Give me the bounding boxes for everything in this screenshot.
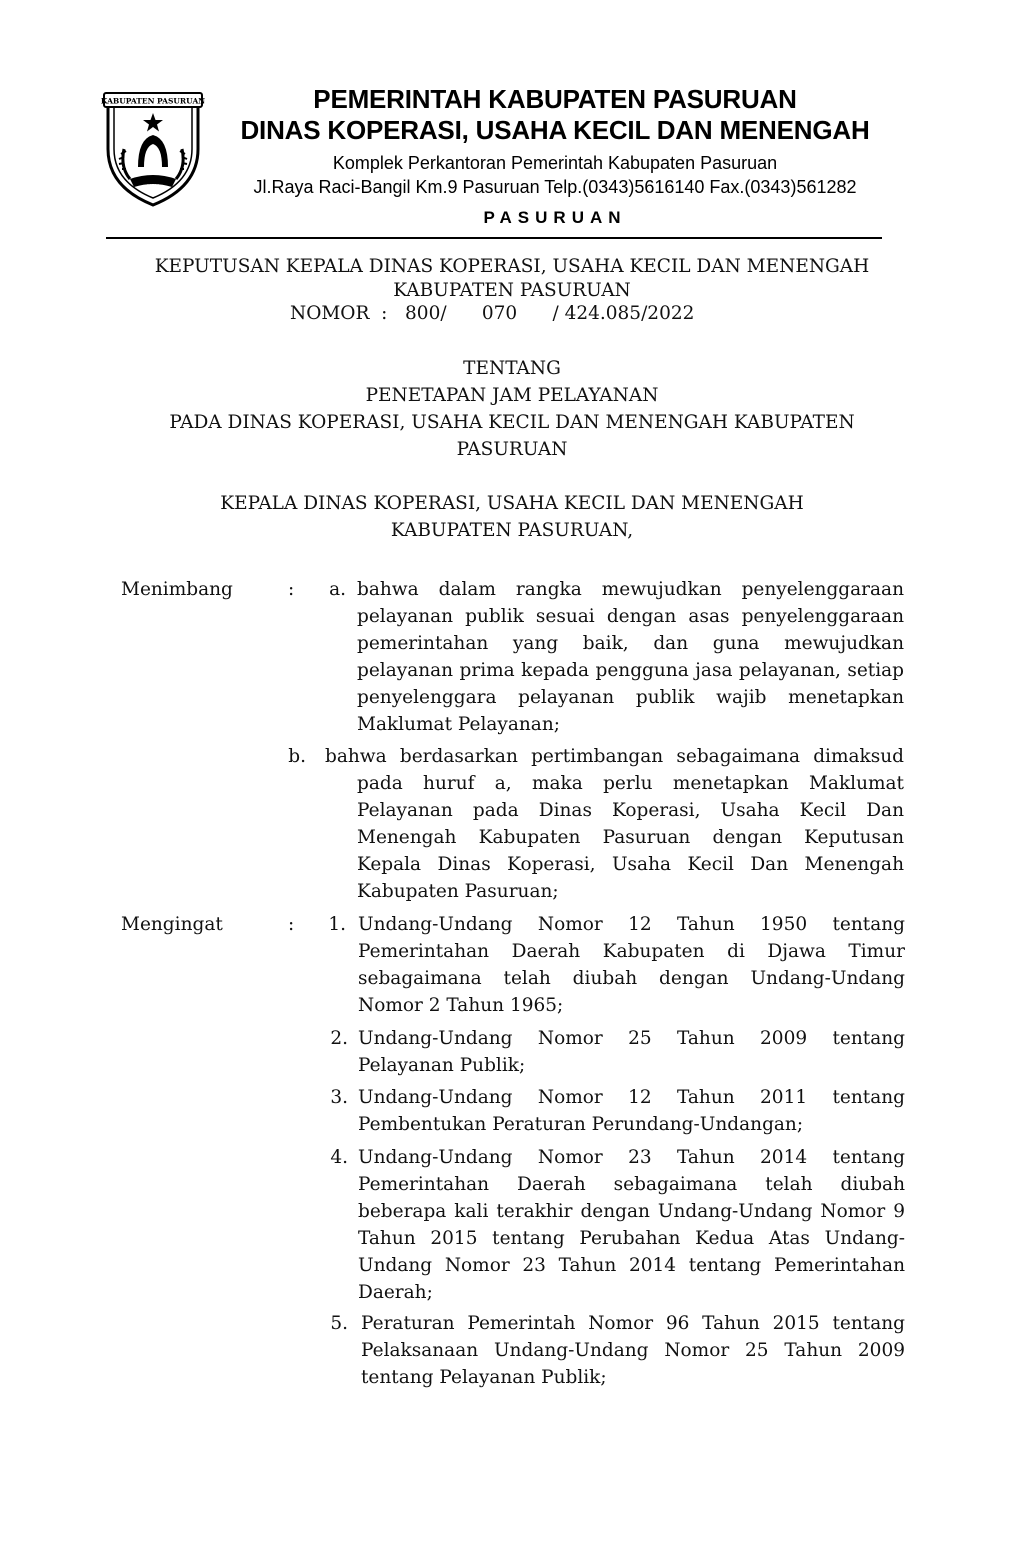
decree-title-line1: KEPUTUSAN KEPALA DINAS KOPERASI, USAHA KECIL DAN MENENGAH xyxy=(154,256,870,277)
menimbang-label: Menimbang xyxy=(121,579,233,600)
letterhead-government: PEMERINTAH KABUPATEN PASURUAN xyxy=(313,84,797,114)
kabupaten-pasuruan-emblem-icon xyxy=(100,87,206,209)
letterhead-address: Jl.Raya Raci-Bangil Km.9 Pasuruan Telp.(0343)5616140 Fax.(0343)561282 xyxy=(253,177,857,197)
mengingat-mark-4: 4. xyxy=(330,1147,348,1168)
mengingat-mark-2: 2. xyxy=(330,1028,348,1049)
menimbang-colon: : xyxy=(288,579,295,600)
menimbang-mark-b: b. xyxy=(288,746,306,767)
menimbang-item-b: bahwa berdasarkan pertimbangan sebagaimana dimaksud pada huruf a, maka perlu menetapkan Maklumat Pelayanan pada Dinas Koperasi, Usaha Kecil Dan Menengah Kabupaten Pasuruan dengan Keputusan Kepala Dinas Koperasi, Usaha Kecil Dan Menengah Kabupaten Pasuruan; xyxy=(325,746,904,902)
mengingat-mark-5: 5. xyxy=(330,1313,348,1334)
menimbang-mark-a: a. xyxy=(329,579,346,600)
mengingat-item-4: Undang-Undang Nomor 23 Tahun 2014 tentang Pemerintahan Daerah sebagaimana telah diubah beberapa kali terakhir dengan Undang-Undang Nomor 9 Tahun 2015 tentang Perubahan Kedua Atas Undang-Undang Nomor 23 Tahun 2014 tentang Pemerintahan Daerah; xyxy=(358,1147,905,1303)
issuer-line2: KABUPATEN PASURUAN, xyxy=(390,520,634,541)
mengingat-item-3: Undang-Undang Nomor 12 Tahun 2011 tentang Pembentukan Peraturan Perundang-Undangan; xyxy=(358,1087,905,1135)
letterhead-office: DINAS KOPERASI, USAHA KECIL DAN MENENGAH xyxy=(240,115,870,145)
letterhead-complex: Komplek Perkantoran Pemerintah Kabupaten Pasuruan xyxy=(332,153,778,173)
emblem-label: KABUPATEN PASURUAN xyxy=(100,96,206,106)
decree-number: NOMOR : 800/ 070 / 424.085/2022 xyxy=(290,303,695,324)
menimbang-item-a: bahwa dalam rangka mewujudkan penyelenggaraan pelayanan publik sesuai dengan asas penyelenggaraan pemerintahan yang baik, dan guna mewujudkan pelayanan prima kepada pengguna jasa pelayanan, setiap penyelenggara pelayanan publik wajib menetapkan Maklumat Pelayanan; xyxy=(357,579,904,735)
mengingat-item-5: Peraturan Pemerintah Nomor 96 Tahun 2015 tentang Pelaksanaan Undang-Undang Nomor 25 Tahun 2009 tentang Pelayanan Publik; xyxy=(361,1313,905,1388)
letterhead-divider xyxy=(106,237,882,239)
mengingat-colon: : xyxy=(288,914,295,935)
subject-line1: PENETAPAN JAM PELAYANAN xyxy=(365,385,659,406)
letterhead-city: PASURUAN xyxy=(483,208,627,227)
mengingat-item-1: Undang-Undang Nomor 12 Tahun 1950 tentang Pemerintahan Daerah Kabupaten di Djawa Timur sebagaimana telah diubah dengan Undang-Undang Nomor 2 Tahun 1965; xyxy=(358,914,905,1016)
decree-title-line2: KABUPATEN PASURUAN xyxy=(393,280,631,301)
mengingat-item-2: Undang-Undang Nomor 25 Tahun 2009 tentang Pelayanan Publik; xyxy=(358,1028,905,1076)
subject-line3: PASURUAN xyxy=(456,439,568,460)
mengingat-mark-1: 1. xyxy=(328,914,346,935)
tentang-heading: TENTANG xyxy=(463,358,561,379)
mengingat-label: Mengingat xyxy=(121,914,223,935)
issuer-line1: KEPALA DINAS KOPERASI, USAHA KECIL DAN MENENGAH xyxy=(220,493,804,514)
mengingat-mark-3: 3. xyxy=(330,1087,348,1108)
svg-text:· · · · ·: · · · · · xyxy=(147,182,159,187)
subject-line2: PADA DINAS KOPERASI, USAHA KECIL DAN MENENGAH KABUPATEN xyxy=(169,412,855,433)
